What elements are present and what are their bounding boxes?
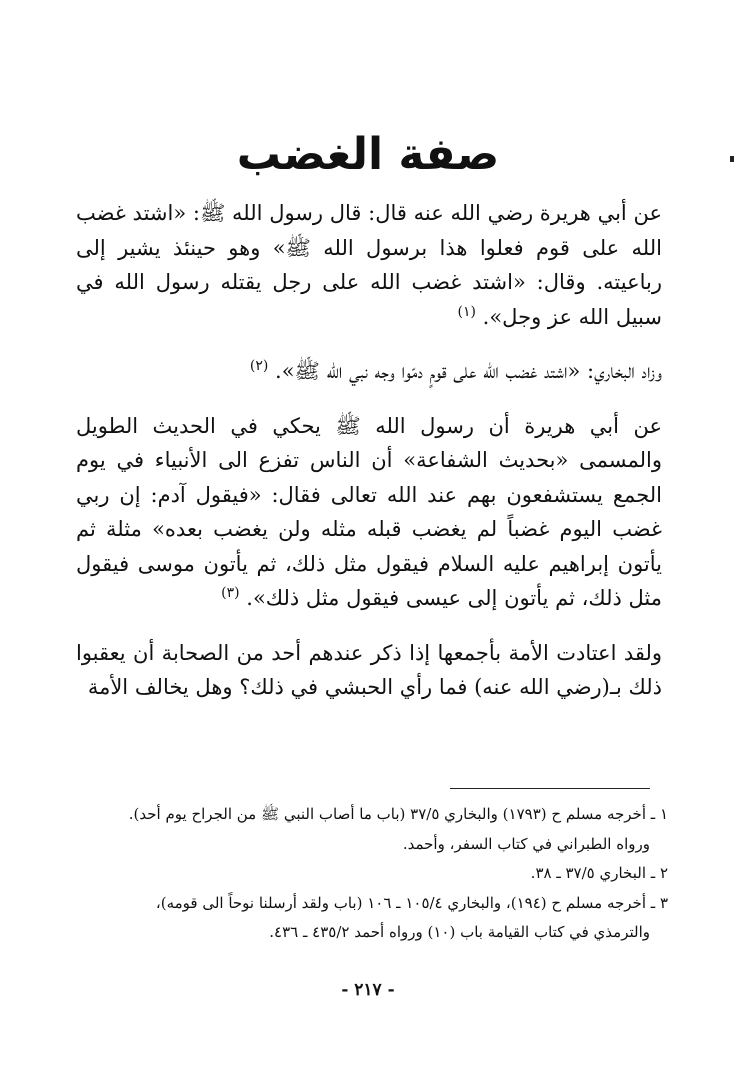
text-line: غضب الله على قوم فعلوا هذا برسول الله ﷺ» وهو حينئذ يشير إلى [76, 201, 662, 260]
text-line: رباعيته. وقال: «اشتد غضب الله على رجل يقتله رسول الله في سبيل [76, 270, 662, 329]
footnote-ref-1[interactable]: (١) [457, 303, 476, 320]
text-line: ولقد اعتادت الأمة بأجمعها إذا ذكر عندهم أحد من الصحابة أن [133, 640, 662, 665]
text-line: «بحديث الشفاعة» أن الناس تفزع الى الأنبياء في يوم الجمع يستشفعون [76, 448, 662, 507]
footnote-ref-3[interactable]: (٣) [221, 585, 240, 601]
text-line: فيقول مثل ذلك، ثم يأتون موسى فيقول مثل ذلك، ثم يأتون إلى عيسى [76, 551, 662, 610]
paragraph-1 [76, 196, 662, 334]
footnote-1-continued: ورواه الطبراني في كتاب السفر، وأحمد. [402, 834, 650, 853]
footnotes [66, 800, 668, 948]
footnote-2: ٢ ـ البخاري ٣٧/٥ ـ ٣٨. [530, 864, 668, 882]
page-title: صفة الغضب [236, 129, 500, 181]
footnote-divider [450, 788, 650, 789]
text-line: وزاد البخاري: «اشتد غضب الله على قومٍ دمّوا وجه نبي [348, 359, 662, 383]
footnote-3-continued: والترمذي في كتاب القيامة باب (١٠) ورواه أحمد ٤٣٥/٢ ـ ٤٣٦. [269, 923, 650, 941]
footnote-1: ١ ـ أخرجه مسلم ح (١٧٩٣) والبخاري ٣٧/٥ (باب ما أصاب النبي ﷺ من الجراح يوم أحد). [128, 805, 668, 823]
paragraph-4 [76, 636, 662, 705]
footnote-ref-2[interactable]: (٢) [249, 358, 269, 374]
text-line: يغضب قبله مثله ولن يغضب بعده» مثلة ثم يأتون إبراهيم عليه السلام [76, 517, 663, 576]
paragraph-2 [76, 354, 662, 389]
text-line: فيقول مثل ذلك». [246, 586, 400, 610]
text-line: الله ﷺ». [275, 359, 343, 383]
text-line: الله عز وجل». [482, 304, 610, 329]
text-line: عن أبي هريرة رضي الله عنه قال: قال رسول الله ﷺ: «اشتد [132, 201, 662, 225]
text-line: عن أبي هريرة أن رسول الله ﷺ يحكي في الحديث الطويل والمسمى [76, 413, 662, 472]
text-line: يعقبوا ذلك بـ(رضي الله عنه) فما رأي الحبشي في ذلك؟ وهل يخالف الأمة [76, 640, 662, 699]
page-number: - ٢١٧ - [341, 980, 395, 1000]
text-line: بهم عند الله تعالى فقال: «فيقول آدم: إن ربي غضب اليوم غضباً لم [76, 482, 663, 541]
main-text [76, 196, 662, 705]
paragraph-3 [76, 409, 662, 616]
footnote-3: ٣ ـ أخرجه مسلم ح (١٩٤)، والبخاري ١٠٥/٤ ـ ١٠٦ (باب ولقد أرسلنا نوحاً الى قومه)، [155, 893, 668, 912]
